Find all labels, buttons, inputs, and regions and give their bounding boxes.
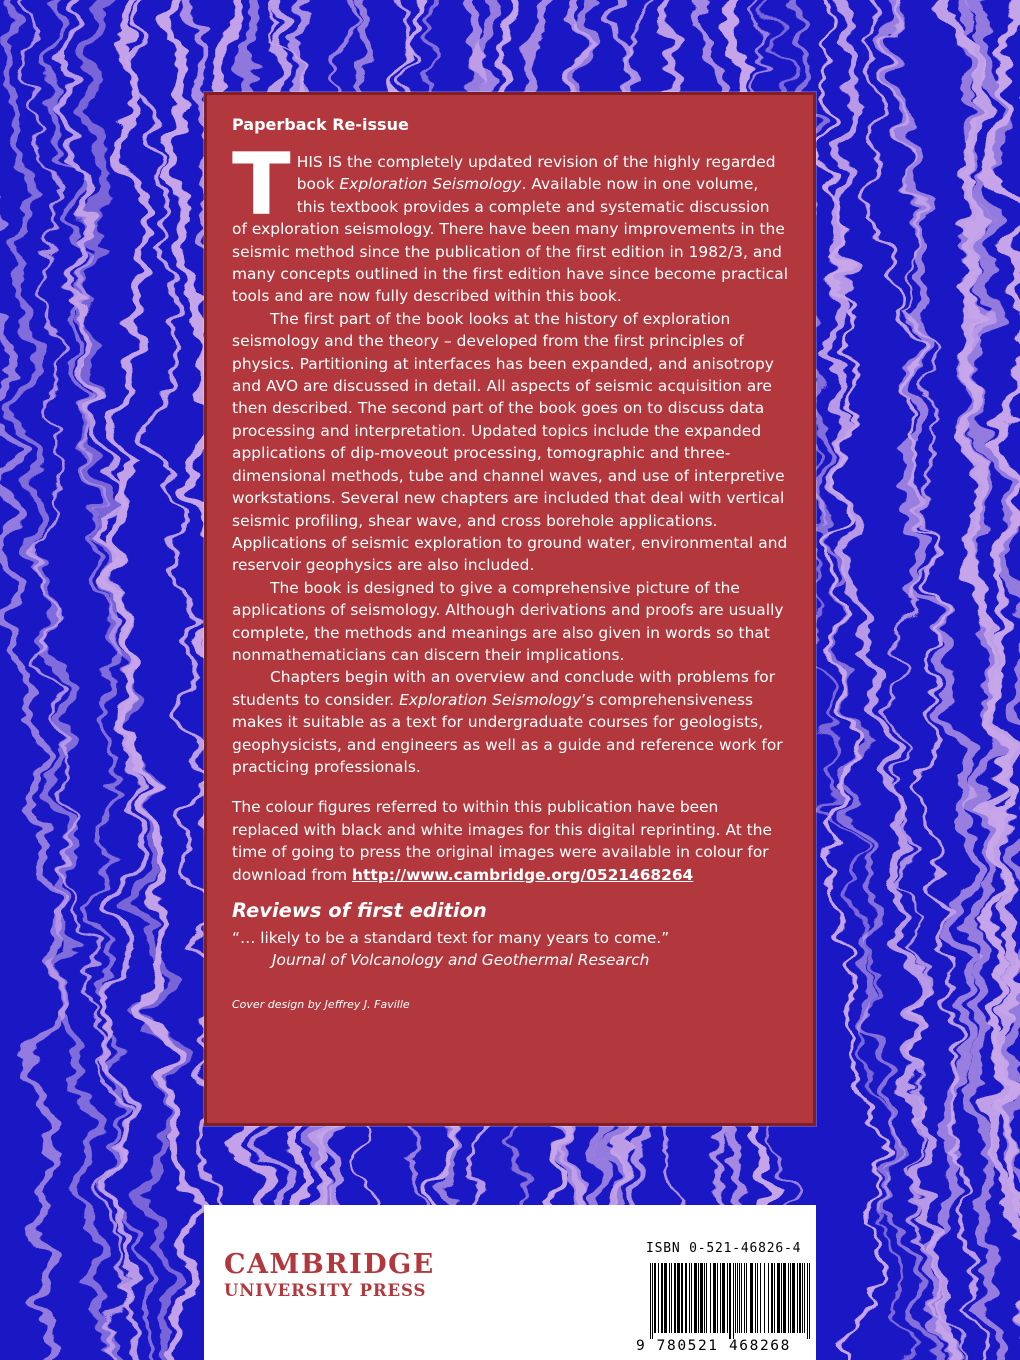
isbn-text: ISBN 0-521-46826-4 bbox=[646, 1241, 802, 1256]
barcode-bar bbox=[674, 1263, 675, 1333]
barcode-bar bbox=[737, 1263, 738, 1333]
barcode-bar bbox=[710, 1263, 711, 1333]
barcode-bar bbox=[768, 1263, 769, 1333]
barcode-bar bbox=[744, 1263, 745, 1333]
barcode-bar bbox=[785, 1263, 786, 1333]
barcode-bar bbox=[715, 1263, 716, 1333]
barcode-bar bbox=[741, 1263, 742, 1333]
barcode-bar bbox=[662, 1263, 663, 1333]
barcode-bar bbox=[669, 1263, 670, 1333]
paragraph-4 bbox=[232, 666, 789, 778]
barcode-bar bbox=[694, 1263, 695, 1333]
barcode-bar bbox=[788, 1263, 789, 1333]
barcode-bar bbox=[802, 1263, 803, 1333]
paragraph-1-intro: HIS IS the completely updated revision of the highly regarded book bbox=[296, 153, 776, 194]
paragraph-1 bbox=[232, 135, 789, 308]
barcode-bar bbox=[652, 1263, 653, 1339]
barcode-bar bbox=[682, 1263, 683, 1333]
colour-figures-note bbox=[232, 796, 789, 886]
paragraph-4-intro: Chapters begin with an overview and conclude with problems for students to consider. bbox=[232, 668, 776, 709]
barcode-bar bbox=[677, 1263, 678, 1333]
barcode-bar bbox=[764, 1263, 765, 1333]
barcode-bar bbox=[695, 1263, 696, 1333]
note-text: The colour figures referred to within this publication have been replaced with black and white images for this digital reprinting. At the time of going to press the original images were available in colour for download from bbox=[232, 798, 772, 884]
book-title: Exploration Seismology bbox=[339, 175, 522, 194]
barcode-bar bbox=[794, 1263, 795, 1333]
barcode-bar bbox=[706, 1263, 707, 1333]
barcode-bar bbox=[797, 1263, 798, 1333]
barcode-bar bbox=[777, 1263, 778, 1333]
barcode-bar bbox=[665, 1263, 666, 1333]
barcode-bar bbox=[792, 1263, 793, 1333]
barcode-bar bbox=[700, 1263, 701, 1333]
barcode-bar bbox=[751, 1263, 752, 1333]
paragraph-1-rest: . Available now in one volume, this textbook provides a complete and systematic discussion of exploration seismology. There have been many improvements in the seismic method since the publication of the first edition in 1982/3, and many concepts outlined in the first edition have since become practical tools and are now fully described within this book. bbox=[232, 175, 789, 306]
book-title: Exploration Seismology bbox=[399, 690, 582, 709]
barcode-bar bbox=[735, 1263, 736, 1333]
barcode-bar bbox=[696, 1263, 697, 1333]
barcode-bar bbox=[686, 1263, 687, 1333]
barcode-bar bbox=[650, 1263, 651, 1339]
cover-design-credit: Cover design by Jeffrey J. Faville bbox=[232, 997, 410, 1011]
barcode-bar bbox=[750, 1263, 751, 1333]
barcode-bar bbox=[804, 1263, 805, 1333]
barcode-bar bbox=[774, 1263, 775, 1333]
barcode-bar bbox=[781, 1263, 782, 1333]
paragraph-4-rest: ’s comprehensiveness makes it suitable as a text for undergraduate courses for geologists, geophysicists, and engineers as well as a guide and reference work for practicing professionals. bbox=[232, 690, 783, 776]
drop-cap: T bbox=[232, 135, 291, 235]
barcode-bar bbox=[701, 1263, 702, 1333]
barcode-bar bbox=[793, 1263, 794, 1333]
barcode-bar bbox=[723, 1263, 724, 1333]
barcode-bar bbox=[671, 1263, 672, 1333]
barcode-bar bbox=[783, 1263, 784, 1333]
barcode-bar bbox=[681, 1263, 682, 1333]
barcode-bar bbox=[757, 1263, 758, 1333]
publisher-subtitle: UNIVERSITY PRESS bbox=[224, 1281, 427, 1300]
barcode-bar bbox=[717, 1263, 718, 1333]
barcode-bar bbox=[664, 1263, 665, 1333]
barcode-bar bbox=[727, 1263, 728, 1333]
barcode-bar bbox=[698, 1263, 699, 1333]
barcode-bar bbox=[720, 1263, 721, 1333]
barcode-bar bbox=[691, 1263, 692, 1333]
barcode-bar bbox=[800, 1263, 801, 1333]
barcode-bar bbox=[702, 1263, 703, 1333]
barcode-bar bbox=[809, 1263, 810, 1339]
barcode-bar bbox=[666, 1263, 667, 1333]
barcode-bar bbox=[778, 1263, 779, 1333]
barcode-bar bbox=[654, 1263, 655, 1333]
barcode-bar bbox=[704, 1263, 705, 1333]
barcode-bar bbox=[779, 1263, 780, 1333]
barcode-bar bbox=[790, 1263, 791, 1333]
description-body bbox=[232, 135, 789, 778]
barcode-bar bbox=[730, 1263, 731, 1339]
publisher-footer bbox=[204, 1205, 816, 1360]
barcode-bar bbox=[729, 1263, 730, 1339]
barcode-bar bbox=[713, 1263, 714, 1333]
cambridge-logo bbox=[224, 1250, 435, 1300]
barcode-bar bbox=[755, 1263, 756, 1333]
barcode-bar bbox=[658, 1263, 659, 1333]
barcode-bar bbox=[689, 1263, 690, 1333]
download-link[interactable]: http://www.cambridge.org/0521468264 bbox=[352, 865, 694, 884]
paragraph-3: The book is designed to give a comprehensive picture of the applications of seismology. Although derivations and proofs are usually complete, the methods and meanings are also given in words so that nonmathematicians can discern their implications. bbox=[232, 578, 784, 664]
barcode-bar bbox=[733, 1263, 734, 1339]
barcode-bar bbox=[807, 1263, 808, 1339]
barcode-icon bbox=[650, 1263, 814, 1339]
barcode-bar bbox=[739, 1263, 740, 1333]
barcode-bar bbox=[746, 1263, 747, 1333]
publisher-name: CAMBRIDGE bbox=[224, 1249, 435, 1280]
barcode-bar bbox=[771, 1263, 772, 1333]
description-panel bbox=[204, 92, 816, 1126]
barcode-bar bbox=[760, 1263, 761, 1333]
review-quote: “… likely to be a standard text for many years to come.” bbox=[232, 929, 670, 947]
barcode-number: 9 780521 468268 bbox=[636, 1338, 791, 1354]
barcode-bar bbox=[784, 1263, 785, 1333]
barcode-bar bbox=[679, 1263, 680, 1333]
reissue-heading: Paperback Re-issue bbox=[232, 115, 409, 134]
review-source: Journal of Volcanology and Geothermal Research bbox=[272, 951, 650, 970]
barcode-bar bbox=[722, 1263, 723, 1333]
paragraph-2: The first part of the book looks at the history of exploration seismology and the theory – developed from the first principles of physics. Partitioning at interfaces has been expanded, and anisotropy and AVO are discussed in detail. All aspects of seismic acquisition are then described. The second part of the book goes on to discuss data processing and interpretation. Updated topics include the expanded applications of dip-moveout processing, tomographic and three-dimensional methods, tube and channel waves, and use of interpretive workstations. Several new chapters are included that deal with vertical seismic profiling, shear wave, and cross borehole applications. Applications of seismic exploration to ground water, environmental and reservoir geophysics are also included. bbox=[232, 309, 788, 575]
barcode-bar bbox=[724, 1263, 725, 1333]
barcode-bar bbox=[661, 1263, 662, 1333]
barcode-bar bbox=[655, 1263, 656, 1333]
barcode-bar bbox=[799, 1263, 800, 1333]
barcode-bar bbox=[685, 1263, 686, 1333]
reviews-heading: Reviews of first edition bbox=[232, 899, 487, 922]
barcode-bar bbox=[678, 1263, 679, 1333]
barcode-bar bbox=[714, 1263, 715, 1333]
barcode-bar bbox=[752, 1263, 753, 1333]
barcode-bar bbox=[675, 1263, 676, 1333]
barcode-bar bbox=[772, 1263, 773, 1333]
